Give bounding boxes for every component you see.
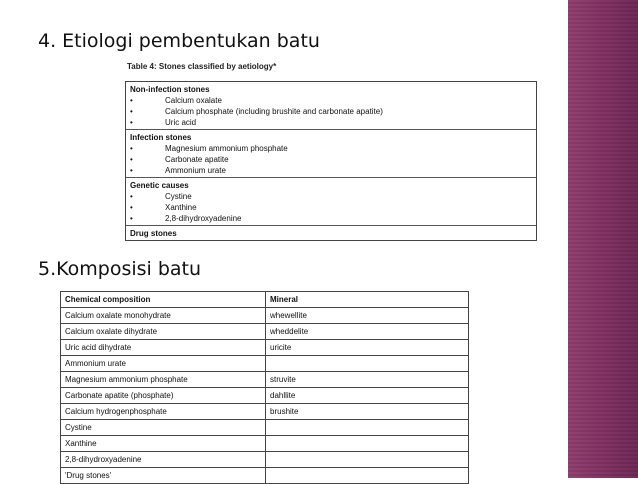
chemical-cell: Calcium oxalate monohydrate [61, 308, 266, 324]
list-item [130, 106, 532, 117]
mineral-cell: wheddelite [266, 324, 469, 340]
table-row [61, 404, 469, 420]
bullet-icon: • [130, 166, 133, 175]
chemical-cell: 'Drug stones' [61, 468, 266, 484]
section-title: Genetic causes [130, 181, 189, 190]
list-item-text: Magnesium ammonium phosphate [165, 144, 288, 153]
list-item-text: Ammonium urate [165, 166, 226, 175]
list-item [130, 143, 532, 154]
table-composition [60, 291, 469, 484]
table-row [61, 324, 469, 340]
list-item [130, 95, 532, 106]
chemical-cell: 2,8-dihydroxyadenine [61, 452, 266, 468]
table-section [126, 130, 536, 178]
column-header-mineral: Mineral [266, 292, 469, 308]
mineral-cell: whewellite [266, 308, 469, 324]
heading-etiologi: 4. Etiologi pembentukan batu [38, 30, 320, 52]
table-header-row [61, 292, 469, 308]
chemical-cell: Uric acid dihydrate [61, 340, 266, 356]
mineral-cell [266, 468, 469, 484]
mineral-cell: brushite [266, 404, 469, 420]
table-row [61, 420, 469, 436]
table-section [126, 226, 536, 240]
list-item-text: 2,8-dihydroxyadenine [165, 214, 242, 223]
chemical-cell: Ammonium urate [61, 356, 266, 372]
section-title: Non-infection stones [130, 85, 210, 94]
mineral-cell [266, 356, 469, 372]
mineral-cell [266, 420, 469, 436]
list-item-text: Uric acid [165, 118, 197, 127]
list-item-text: Xanthine [165, 203, 197, 212]
chemical-cell: Magnesium ammonium phosphate [61, 372, 266, 388]
table-section [126, 178, 536, 226]
list-item [130, 213, 532, 224]
bullet-icon: • [130, 118, 133, 127]
table-row [61, 340, 469, 356]
mineral-cell: struvite [266, 372, 469, 388]
mineral-cell: dahllite [266, 388, 469, 404]
chemical-cell: Carbonate apatite (phosphate) [61, 388, 266, 404]
bullet-icon: • [130, 192, 133, 201]
list-item-text: Calcium phosphate (including brushite and carbonate apatite) [165, 107, 383, 116]
bullet-icon: • [130, 107, 133, 116]
section-title: Infection stones [130, 133, 192, 142]
column-header-chemical: Chemical composition [61, 292, 266, 308]
mineral-cell [266, 452, 469, 468]
mineral-cell [266, 436, 469, 452]
list-item [130, 202, 532, 213]
table-row [61, 308, 469, 324]
table-row [61, 356, 469, 372]
decorative-side-panel [568, 0, 638, 478]
table-row [61, 452, 469, 468]
table-aetiology-caption: Table 4: Stones classified by aetiology* [127, 62, 277, 71]
table-row [61, 372, 469, 388]
list-item [130, 154, 532, 165]
bullet-icon: • [130, 144, 133, 153]
list-item-text: Carbonate apatite [165, 155, 229, 164]
table-row [61, 436, 469, 452]
bullet-icon: • [130, 203, 133, 212]
section-title: Drug stones [130, 229, 177, 238]
chemical-cell: Calcium hydrogenphosphate [61, 404, 266, 420]
mineral-cell: uricite [266, 340, 469, 356]
list-item [130, 117, 532, 128]
list-item [130, 191, 532, 202]
table-row [61, 388, 469, 404]
list-item-text: Calcium oxalate [165, 96, 222, 105]
table-aetiology [125, 81, 537, 241]
chemical-cell: Cystine [61, 420, 266, 436]
bullet-icon: • [130, 96, 133, 105]
heading-komposisi: 5.Komposisi batu [38, 258, 202, 280]
bullet-icon: • [130, 214, 133, 223]
table-section [126, 82, 536, 130]
chemical-cell: Xanthine [61, 436, 266, 452]
list-item-text: Cystine [165, 192, 192, 201]
bullet-icon: • [130, 155, 133, 164]
list-item [130, 165, 532, 176]
table-row [61, 468, 469, 484]
chemical-cell: Calcium oxalate dihydrate [61, 324, 266, 340]
